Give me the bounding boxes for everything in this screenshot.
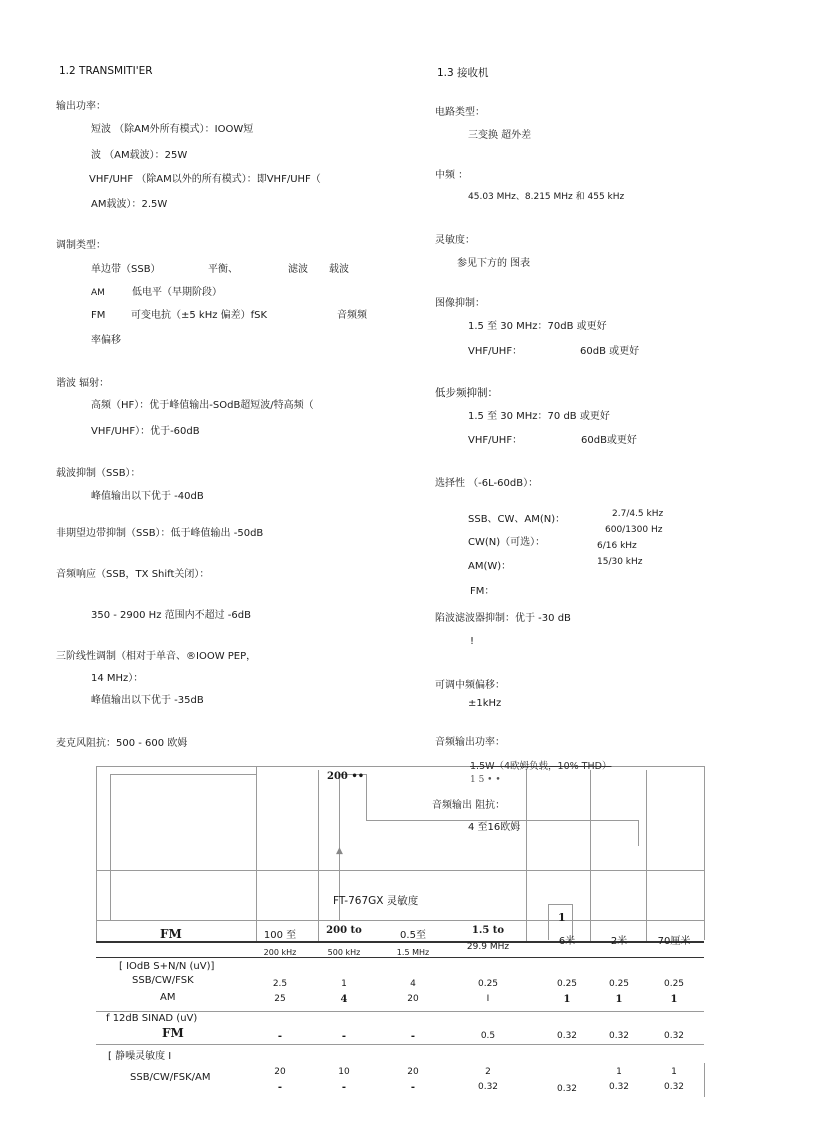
- output-power-label: 输出功率：: [56, 101, 106, 112]
- imd-line2: 14 MHz）：: [91, 673, 144, 684]
- notch-mark: !: [470, 636, 475, 647]
- chart-ghost-1: 1: [558, 911, 566, 924]
- band-header-3: 0.5至: [400, 930, 426, 941]
- s1-ssb-value: 0.25: [556, 979, 578, 989]
- s3-row2-value: -: [277, 1082, 283, 1093]
- band-header-1: 100 至: [263, 930, 297, 941]
- audio-response-label: 音频响应（SSB，TX Shift关闭）：: [56, 569, 210, 580]
- harmonic-line2: VHF/UHF）：优于-60dB: [91, 426, 200, 437]
- modulation-fm-desc: 可变电抗（±5 kHz 偏差）fSK: [131, 310, 268, 321]
- if-value: 45.03 MHz、8.215 MHz 和 455 kHz: [468, 192, 625, 202]
- chart-column-2: [318, 770, 319, 942]
- band-subheader-2: 500 kHz: [327, 948, 361, 957]
- imd-line1: 三阶线性调制（相对于单音、®IOOW PEP，: [56, 651, 257, 662]
- s1-am-value: 1: [563, 994, 571, 1005]
- s1-ssb-value: 0.25: [477, 979, 499, 989]
- output-power-line2: 波 （AM载波）：25W: [91, 150, 188, 161]
- s2-fm-value: 0.32: [608, 1031, 630, 1041]
- s2-fm-value: -: [341, 1031, 347, 1042]
- chart-column-1: [256, 766, 257, 942]
- modulation-am-desc: 低电平（早期阶段）: [132, 287, 222, 298]
- sideband-line: 非期望边带抑制（SSB）：低于峰值输出 -50dB: [56, 528, 264, 539]
- if-shift-value: ±1kHz: [468, 698, 502, 709]
- s3-row2-value: -: [410, 1082, 416, 1093]
- modulation-fm-audio: 音频频: [337, 310, 367, 321]
- s2-row-fm-label: FM: [162, 1026, 184, 1040]
- output-power-line1: 短波 （除AM外所有模式）：IOOW短: [91, 124, 254, 135]
- carrier-line1: 峰值输出以下优于 -40dB: [91, 491, 204, 502]
- sensitivity-value: 参见下方的 图表: [457, 258, 531, 269]
- image-line2-value: 60dB 或更好: [580, 346, 640, 357]
- modulation-ssb-carrier: 载波: [329, 264, 349, 275]
- audio-output-value: 1.5W（4欧姆负载，10% THD）: [470, 761, 612, 772]
- s1-am-value: 1: [670, 994, 678, 1005]
- low-if-label: 低步频抑制：: [435, 387, 498, 399]
- selectivity-value-4: 15/30 kHz: [597, 557, 643, 567]
- audio-response-line1: 350 - 2900 Hz 范围内不超过 -6dB: [91, 610, 251, 621]
- transmitter-heading: 1.2 TRANSMITI'ER: [59, 65, 153, 77]
- s1-am-value: 20: [407, 994, 419, 1004]
- harmonic-line1: 高频（HF）：优于峰值输出-SOdB超短波/特高频（: [91, 400, 314, 411]
- s1-ssb-value: 0.25: [663, 979, 685, 989]
- modulation-ssb-filter: 滤波: [288, 264, 308, 275]
- s2-fm-value: 0.32: [556, 1031, 578, 1041]
- receiver-heading: 1.3 接收机: [437, 67, 489, 79]
- modulation-label: 调制类型：: [56, 240, 106, 251]
- chart-step-2: [366, 774, 367, 820]
- audio-output-label: 音频输出功率：: [435, 737, 505, 748]
- s1-ssb-value: 1: [341, 979, 347, 989]
- s1-am-value: 4: [340, 994, 348, 1005]
- s3-row2-value: 0.32: [556, 1084, 578, 1094]
- s1-am-value: 1: [615, 994, 623, 1005]
- circuit-value: 三变换 超外差: [468, 130, 532, 141]
- band-header-6: 2米: [610, 936, 628, 947]
- band-subheader-3: 1.5 MHz: [396, 948, 430, 957]
- s1-am-value: 25: [274, 994, 286, 1004]
- s3-row1-value: 20: [274, 1067, 286, 1077]
- modulation-ssb: 单边带（SSB）: [91, 264, 161, 275]
- chart-step-3: [638, 820, 639, 846]
- sensitivity-label: 灵敏度：: [435, 235, 475, 246]
- table-header-rule: [96, 957, 704, 958]
- table-section-rule-1: [96, 1011, 704, 1012]
- s3-row2-value: 0.32: [663, 1082, 685, 1092]
- selectivity-value-3: 6/16 kHz: [597, 541, 637, 551]
- harmonic-label: 谐波 辐射：: [56, 378, 110, 389]
- band-header-4: 1.5 to: [471, 925, 505, 936]
- selectivity-label: 选择性 （-6L-60dB）：: [435, 478, 539, 489]
- s3-title: [ 静噪灵敏度 I: [108, 1051, 172, 1062]
- audio-impedance-label: 音频输出 阻抗：: [432, 800, 506, 811]
- table-mode-header: FM: [160, 927, 182, 941]
- audio-impedance-value: 4 至16欧姆: [468, 822, 521, 833]
- s1-am-value: I: [486, 994, 490, 1004]
- band-subheader-1: 200 kHz: [263, 948, 297, 957]
- carrier-label: 载波抑制（SSB）：: [56, 468, 141, 479]
- imd-line3: 峰值输出以下优于 -35dB: [91, 695, 204, 706]
- chart-grid-low: [96, 920, 704, 921]
- selectivity-value-1: 2.7/4.5 kHz: [612, 509, 664, 519]
- s3-row1-value: 10: [338, 1067, 350, 1077]
- chart-ghost-200: 200 ••: [327, 771, 365, 782]
- output-power-line3: VHF/UHF （除AM以外的所有模式）：即VHF/UHF（: [89, 174, 321, 185]
- table-right-tick: [704, 1063, 705, 1097]
- s3-row2-value: 0.32: [477, 1082, 499, 1092]
- output-power-line4: AM载波）：2.5W: [91, 199, 168, 210]
- s2-fm-value: -: [410, 1031, 416, 1042]
- band-header-7: 70厘米: [657, 936, 691, 947]
- chart-column-4: [590, 770, 591, 942]
- chart-top-border: [96, 766, 704, 767]
- if-label: 中频 ：: [435, 170, 469, 181]
- chart-inner-box-left: [110, 774, 111, 920]
- notch-label: 陷波滤波器抑制：优于 -30 dB: [435, 613, 571, 624]
- circuit-label: 电路类型：: [435, 107, 485, 118]
- chart-step-5: [572, 904, 573, 940]
- image-line1: 1.5 至 30 MHz：70dB 或更好: [468, 321, 607, 332]
- s2-fm-value: 0.32: [663, 1031, 685, 1041]
- s3-row2-value: 0.32: [608, 1082, 630, 1092]
- modulation-am: AM: [91, 288, 105, 298]
- selectivity-value-2: 600/1300 Hz: [605, 525, 663, 535]
- modulation-ssb-balanced: 平衡、: [208, 264, 238, 275]
- if-shift-label: 可调中频偏移：: [435, 680, 505, 691]
- selectivity-amw: AM(W)：: [468, 561, 512, 572]
- s3-row2-value: -: [341, 1082, 347, 1093]
- chart-step-2-top: [366, 820, 638, 821]
- modulation-fm: FM: [91, 310, 106, 321]
- low-if-line2-value: 60dB或更好: [581, 435, 637, 446]
- selectivity-ssb: SSB、CW、AM(N)：: [468, 514, 566, 525]
- low-if-line1: 1.5 至 30 MHz：70 dB 或更好: [468, 411, 610, 422]
- low-if-line2-label: VHF/UHF：: [468, 435, 523, 446]
- chart-caption: FT-767GX 灵敏度: [333, 895, 419, 907]
- s3-row1-value: 1: [671, 1067, 677, 1077]
- chart-column-5: [646, 770, 647, 942]
- selectivity-cw: CW(N)（可选）：: [468, 537, 546, 548]
- chart-arrow-icon: ▲: [336, 846, 343, 856]
- modulation-fm-offset: 率偏移: [91, 335, 121, 346]
- band-header-5: 6米: [558, 936, 576, 947]
- chart-right-border: [704, 766, 705, 940]
- chart-inner-box-top: [110, 774, 256, 775]
- chart-step-4: [548, 904, 549, 940]
- s2-fm-value: -: [277, 1031, 283, 1042]
- table-section-rule-2: [96, 1044, 704, 1045]
- s2-title: f 12dB SINAD (uV): [106, 1013, 198, 1024]
- s1-title: [ IOdB S+N/N (uV)]: [119, 961, 215, 972]
- chart-step-4-top: [548, 904, 572, 905]
- chart-ghost-15: 1 5 • •: [470, 775, 501, 785]
- s1-ssb-value: 0.25: [608, 979, 630, 989]
- chart-column-3: [526, 770, 527, 942]
- band-subheader-4: 29.9 MHz: [466, 942, 510, 952]
- image-label: 图像抑制：: [435, 298, 485, 309]
- chart-left-border: [96, 766, 97, 942]
- image-line2-label: VHF/UHF：: [468, 346, 523, 357]
- mic-impedance: 麦克风阻抗：500 - 600 欧姆: [56, 738, 188, 749]
- s3-row1-value: 20: [407, 1067, 419, 1077]
- band-header-2: 200 to: [326, 925, 362, 936]
- s1-row-ssb-label: SSB/CW/FSK: [132, 975, 194, 986]
- s2-fm-value: 0.5: [480, 1031, 496, 1041]
- s3-row-label: SSB/CW/FSK/AM: [130, 1072, 211, 1083]
- s3-row1-value: 1: [616, 1067, 622, 1077]
- s1-ssb-value: 4: [410, 979, 416, 989]
- s1-row-am-label: AM: [160, 992, 176, 1003]
- s3-row1-value: 2: [485, 1067, 491, 1077]
- s1-ssb-value: 2.5: [272, 979, 288, 989]
- chart-grid-mid: [96, 870, 704, 871]
- selectivity-fm: FM：: [470, 586, 495, 597]
